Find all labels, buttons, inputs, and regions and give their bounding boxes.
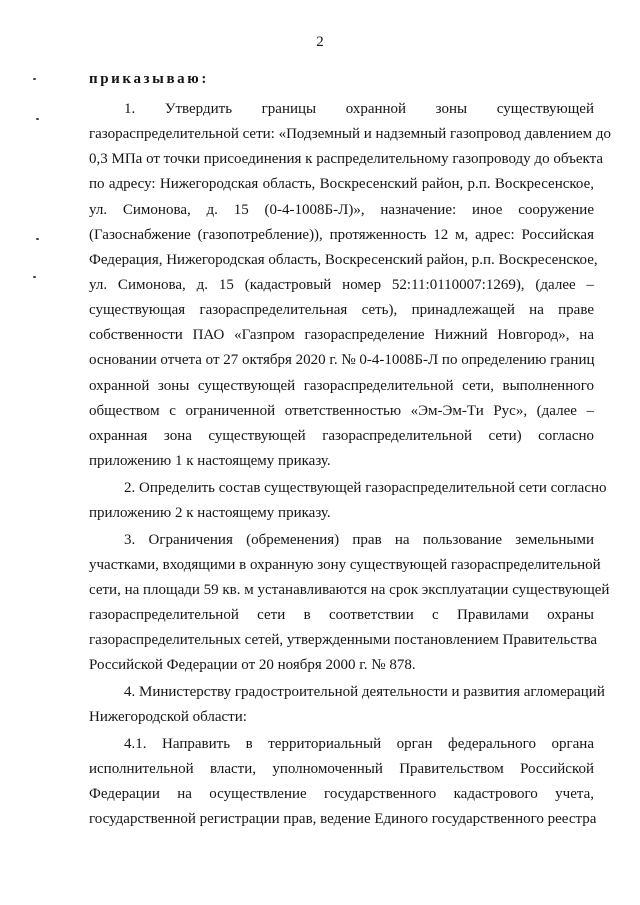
text-line: приложению 2 к настоящему приказу. bbox=[89, 505, 331, 521]
text-line: 3. Ограничения (обременения) прав на пользование земельными bbox=[124, 532, 594, 548]
text-line: обществом с ограниченной ответственностью «Эм-Эм-Ти Рус», (далее – bbox=[89, 403, 594, 419]
page-number: 2 bbox=[316, 34, 324, 50]
scan-mark bbox=[36, 238, 39, 240]
text-line: сети, на площади 59 кв. м устанавливаются на срок эксплуатации существующей bbox=[89, 582, 610, 598]
text-line: 0,3 МПа от точки присоединения к распределительному газопроводу до объекта bbox=[89, 151, 603, 167]
text-line: по адресу: Нижегородская область, Воскресенский район, р.п. Воскресенское, bbox=[89, 176, 594, 192]
scan-mark bbox=[33, 78, 36, 80]
text-line: основании отчета от 27 октября 2020 г. № 0-4-1008Б-Л по определению границ bbox=[89, 352, 595, 368]
text-line: 4.1. Направить в территориальный орган федерального органа bbox=[124, 736, 594, 752]
text-line: приложению 1 к настоящему приказу. bbox=[89, 453, 331, 469]
text-line: Федерации на осуществление государственного кадастрового учета, bbox=[89, 786, 594, 802]
text-line: государственной регистрации прав, ведение Единого государственного реестра bbox=[89, 811, 597, 827]
text-line: газораспределительных сетей, утвержденными постановлением Правительства bbox=[89, 632, 598, 648]
text-line: 1. Утвердить границы охранной зоны существующей bbox=[124, 101, 594, 117]
text-line: Федерация, Нижегородская область, Воскресенский район, р.п. Воскресенское, bbox=[89, 252, 598, 268]
scan-mark bbox=[36, 118, 39, 120]
text-line: газораспределительной сети: «Подземный и надземный газопровод давлением до bbox=[89, 126, 612, 142]
text-line: ул. Симонова, д. 15 (кадастровый номер 52:11:0110007:1269), (далее – bbox=[89, 277, 594, 293]
text-line: 2. Определить состав существующей газораспределительной сети согласно bbox=[124, 480, 607, 496]
text-line: охранной зоны существующей газораспределительной сети, выполненного bbox=[89, 378, 594, 394]
text-line: Российской Федерации от 20 ноября 2000 г. № 878. bbox=[89, 657, 416, 673]
text-line: собственности ПАО «Газпром газораспределение Нижний Новгород», на bbox=[89, 327, 594, 343]
text-line: Нижегородской области: bbox=[89, 709, 247, 725]
text-line: газораспределительной сети в соответствии с Правилами охраны bbox=[89, 607, 594, 623]
text-line: 4. Министерству градостроительной деятельности и развития агломераций bbox=[124, 684, 605, 700]
order-heading: приказываю: bbox=[89, 71, 209, 87]
text-line: ул. Симонова, д. 15 (0-4-1008Б-Л)», назначение: иное сооружение bbox=[89, 202, 594, 218]
text-line: охранная зона существующей газораспределительной сети) согласно bbox=[89, 428, 594, 444]
text-line: (Газоснабжение (газопотребление)), протяженность 12 м, адрес: Российская bbox=[89, 227, 594, 243]
text-line: исполнительной власти, уполномоченный Правительством Российской bbox=[89, 761, 594, 777]
text-line: участками, входящими в охранную зону существующей газораспределительной bbox=[89, 557, 601, 573]
text-line: существующая газораспределительная сеть), принадлежащей на праве bbox=[89, 302, 594, 318]
scan-mark bbox=[33, 276, 36, 278]
